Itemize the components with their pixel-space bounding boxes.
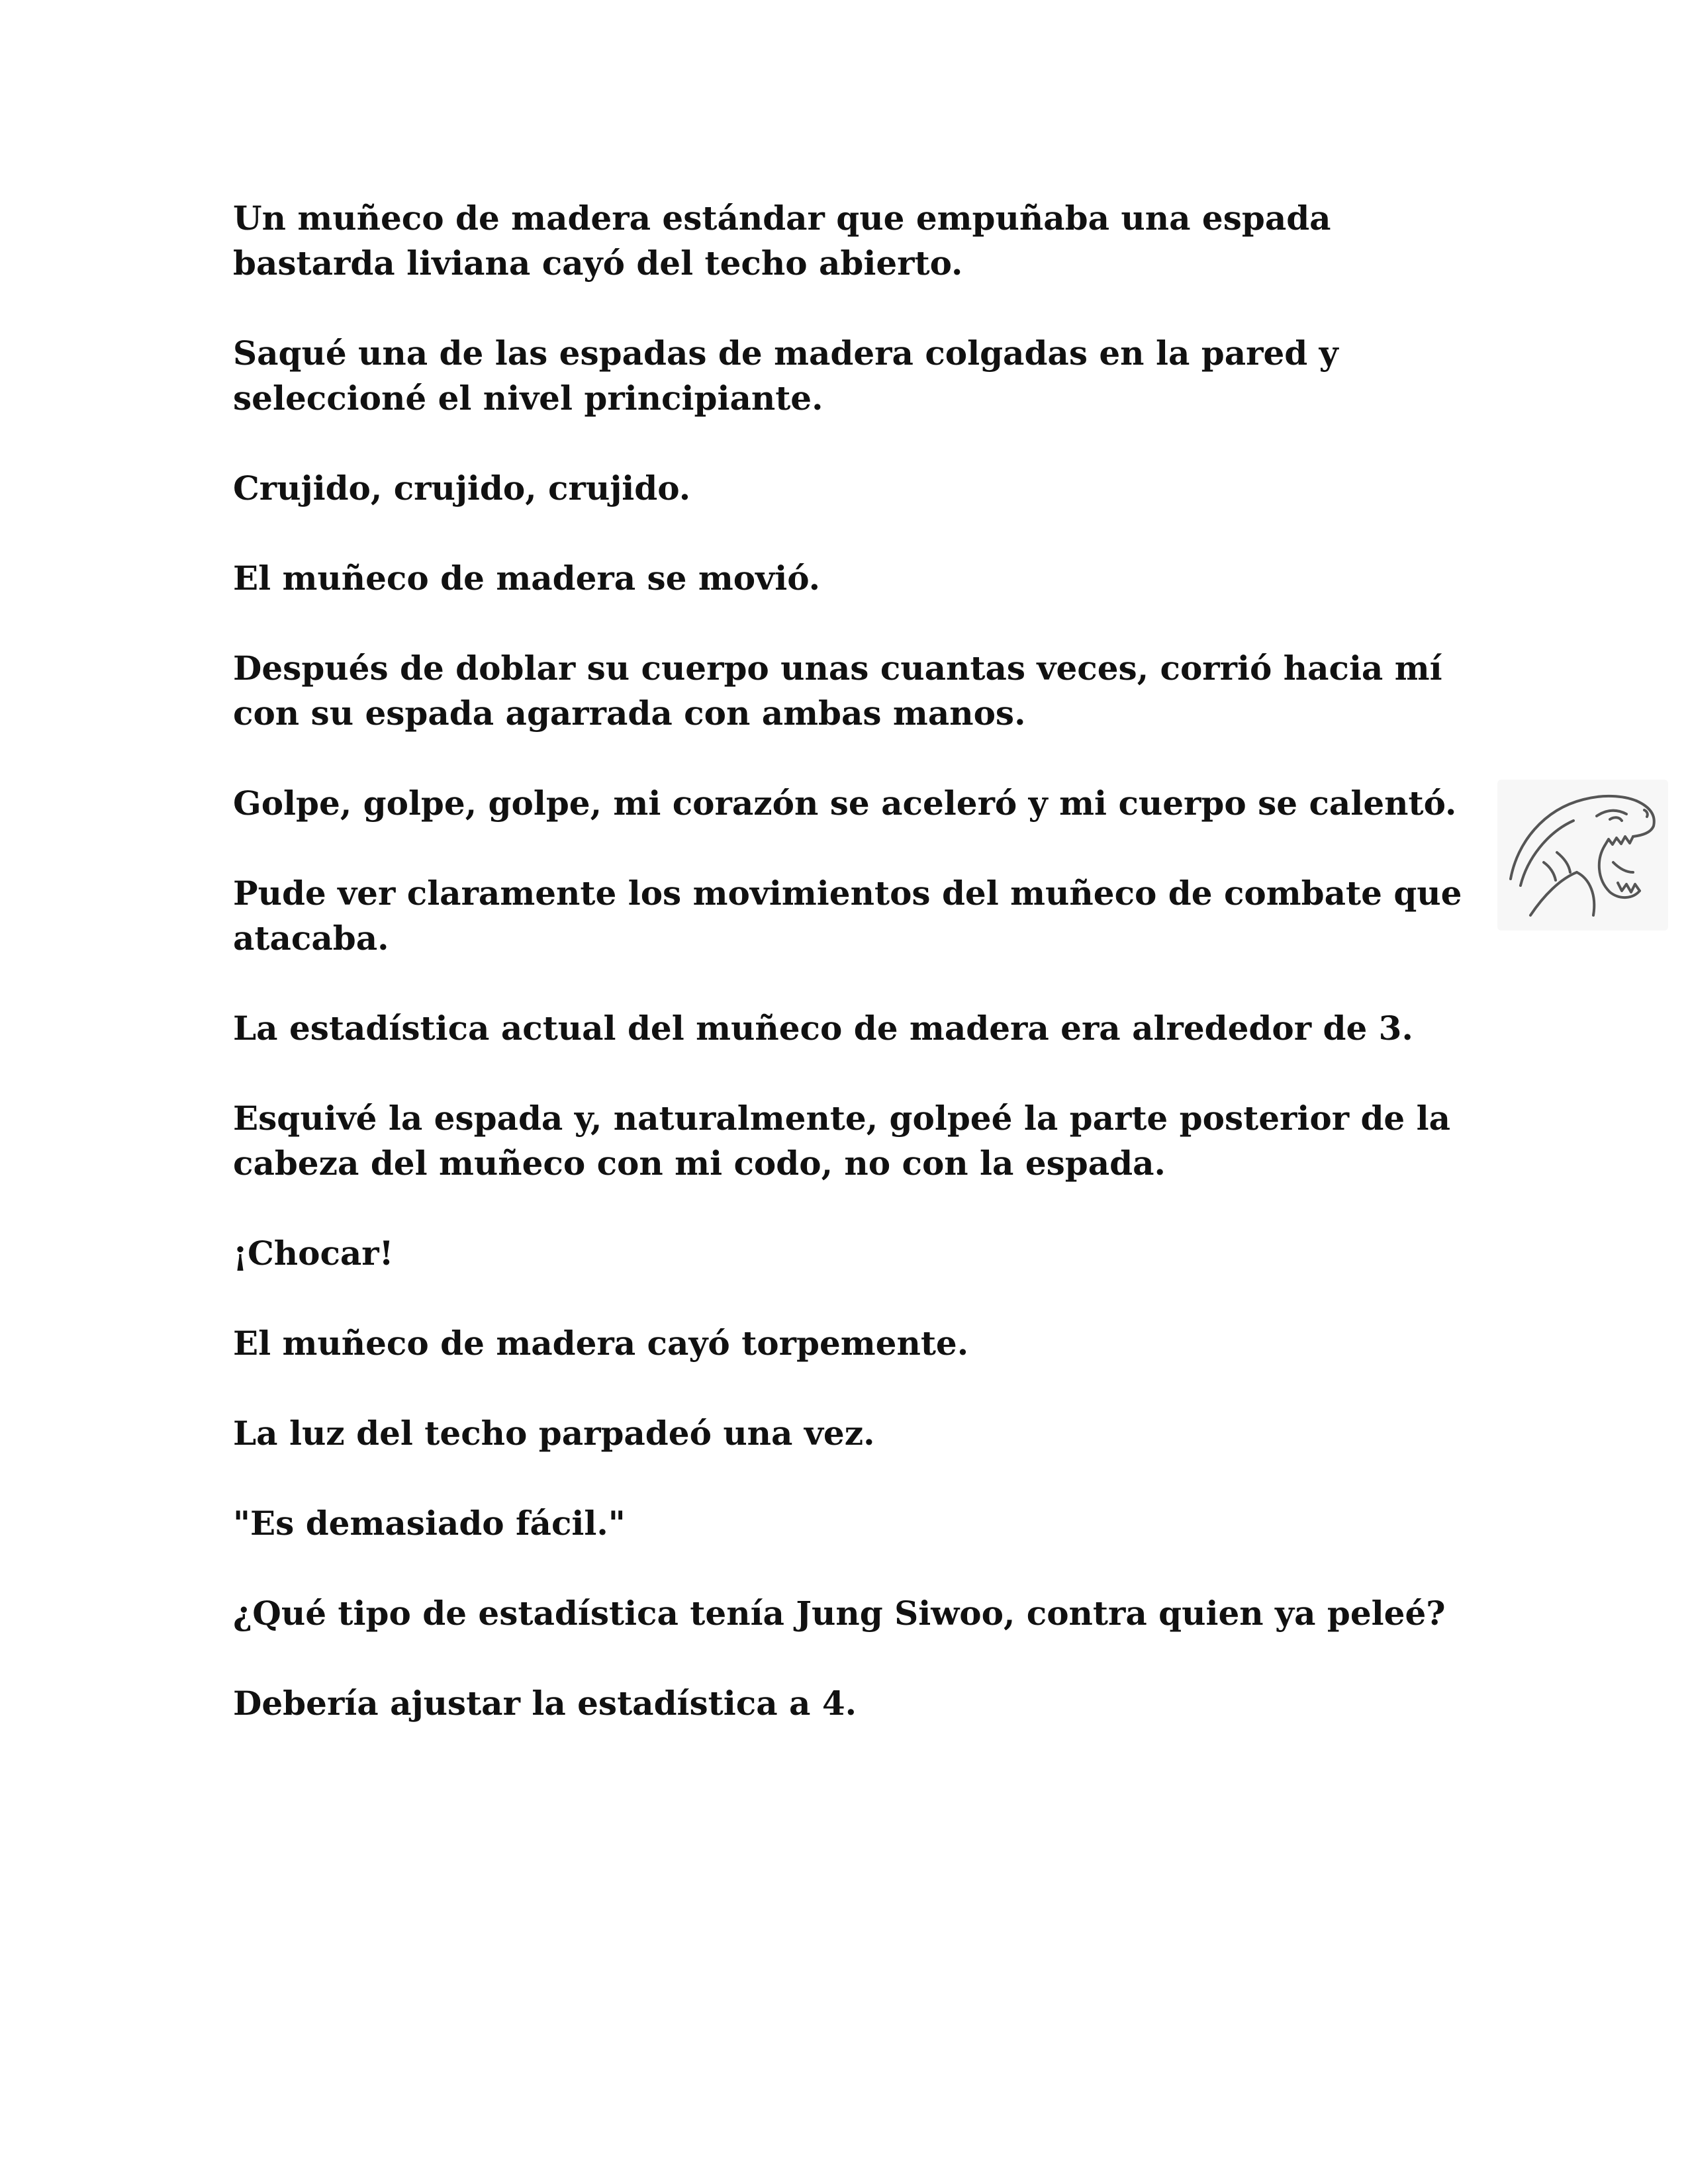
paragraph-13: "Es demasiado fácil." — [233, 1504, 626, 1543]
paragraph-3: Crujido, crujido, crujido. — [233, 469, 691, 508]
paragraph-2: Saqué una de las espadas de madera colgadas en la pared y seleccioné el nivel principiante. — [233, 334, 1338, 418]
paragraph-11: El muñeco de madera cayó torpemente. — [233, 1324, 969, 1363]
paragraph-14: ¿Qué tipo de estadística tenía Jung Siwoo, contra quien ya peleé? — [233, 1594, 1446, 1633]
paragraph-12: La luz del techo parpadeó una vez. — [233, 1414, 875, 1453]
paragraph-7: Pude ver claramente los movimientos del muñeco de combate que atacaba. — [233, 874, 1462, 958]
dinosaur-head-icon — [1497, 780, 1668, 931]
paragraph-15: Debería ajustar la estadística a 4. — [233, 1684, 857, 1723]
paragraph-4: El muñeco de madera se movió. — [233, 559, 821, 598]
paragraph-8: La estadística actual del muñeco de madera era alrededor de 3. — [233, 1009, 1413, 1048]
paragraph-10: ¡Chocar! — [233, 1234, 394, 1273]
story-text — [233, 196, 1471, 1771]
paragraph-6: Golpe, golpe, golpe, mi corazón se aceleró y mi cuerpo se calentó. — [233, 784, 1457, 823]
paragraph-5: Después de doblar su cuerpo unas cuantas veces, corrió hacia mí con su espada agarrada con ambas manos. — [233, 649, 1442, 733]
paragraph-1: Un muñeco de madera estándar que empuñaba una espada bastarda liviana cayó del techo abierto. — [233, 199, 1331, 283]
paragraph-9: Esquivé la espada y, naturalmente, golpeé la parte posterior de la cabeza del muñeco con mi codo, no con la espada. — [233, 1099, 1451, 1183]
